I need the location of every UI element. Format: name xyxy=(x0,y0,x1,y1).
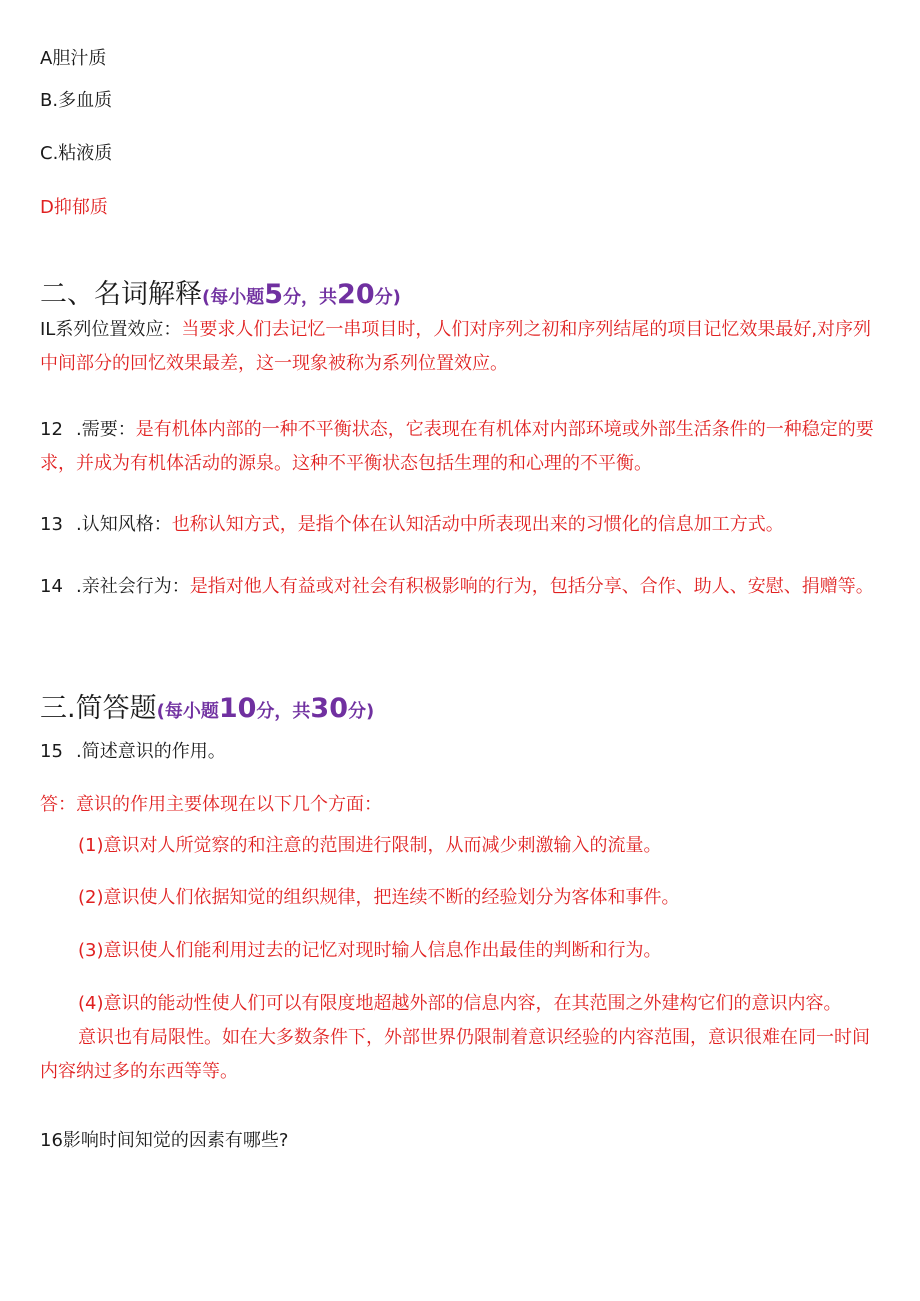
definition-item-12 xyxy=(40,413,885,481)
score-total: 20 xyxy=(337,279,375,310)
definition-text: 也称认知方式，是指个体在认知活动中所表现出来的习惯化的信息加工方式。 xyxy=(171,514,784,535)
item-number: 15 xyxy=(40,741,63,762)
section-heading-short-answer xyxy=(40,686,374,725)
option-b: B.多血质 xyxy=(40,90,113,111)
item-number: 12 xyxy=(40,419,63,440)
term: IL系列位置效应： xyxy=(40,319,182,340)
score-per-question: 10 xyxy=(218,693,257,724)
section-heading-definitions xyxy=(40,272,401,311)
score-total: 30 xyxy=(310,693,348,724)
score-middle: 分，共 xyxy=(283,287,338,308)
definition-item-11 xyxy=(40,313,885,381)
score-middle: 分，共 xyxy=(256,701,311,722)
definition-text: 是有机体内部的一种不平衡状态，它表现在有机体对内部环境或外部生活条件的一种稳定的要求，并成为有机体活动的源泉。这种不平衡状态包括生理的和心理的不平衡。 xyxy=(40,419,874,474)
item-number: 14 xyxy=(40,576,63,597)
score-suffix: 分) xyxy=(374,287,401,308)
question-15 xyxy=(40,735,885,769)
term: .亲社会行为： xyxy=(76,576,190,597)
answer-intro: 答：意识的作用主要体现在以下几个方面： xyxy=(40,794,382,815)
section-title: 三.简答题 xyxy=(40,693,157,724)
section-title: 二、名词解释 xyxy=(40,279,202,310)
question-text: .简述意识的作用。 xyxy=(76,741,226,762)
term: .需要： xyxy=(76,419,136,440)
definition-item-13 xyxy=(40,508,885,542)
option-a: A胆汁质 xyxy=(40,48,107,69)
option-c: C.粘液质 xyxy=(40,143,113,164)
answer-point-3: (3)意识使人们能利用过去的记忆对现时输人信息作出最佳的判断和行为。 xyxy=(78,940,662,961)
definition-text: 是指对他人有益或对社会有积极影响的行为，包括分享、合作、助人、安慰、捐赠等。 xyxy=(189,576,874,597)
item-number: 13 xyxy=(40,514,63,535)
answer-point-1: (1)意识对人所觉察的和注意的范围进行限制，从而减少刺激输入的流量。 xyxy=(78,835,662,856)
definition-item-14 xyxy=(40,570,885,604)
option-d-answer: D抑郁质 xyxy=(40,197,108,218)
score-suffix: 分) xyxy=(347,701,375,722)
score-prefix: (每小题 xyxy=(202,287,265,308)
answer-point-4: (4)意识的能动性使人们可以有限度地超越外部的信息内容，在其范围之外建构它们的意识内容。 xyxy=(78,993,842,1014)
answer-point-2: (2)意识使人们依据知觉的组织规律，把连续不断的经验划分为客体和事件。 xyxy=(78,887,680,908)
score-per-question: 5 xyxy=(264,279,284,310)
score-prefix: (每小题 xyxy=(156,701,219,722)
answer-limitation: 意识也有局限性。如在大多数条件下，外部世界仍限制着意识经验的内容范围，意识很难在同一时间内容纳过多的东西等等。 xyxy=(40,1027,870,1082)
definition-text: 当要求人们去记忆一串项目时，人们对序列之初和序列结尾的项目记忆效果最好,对序列中间部分的回忆效果最差，这一现象被称为系列位置效应。 xyxy=(40,319,872,374)
question-16: 16影响时间知觉的因素有哪些? xyxy=(40,1130,289,1151)
term: .认知风格： xyxy=(76,514,172,535)
